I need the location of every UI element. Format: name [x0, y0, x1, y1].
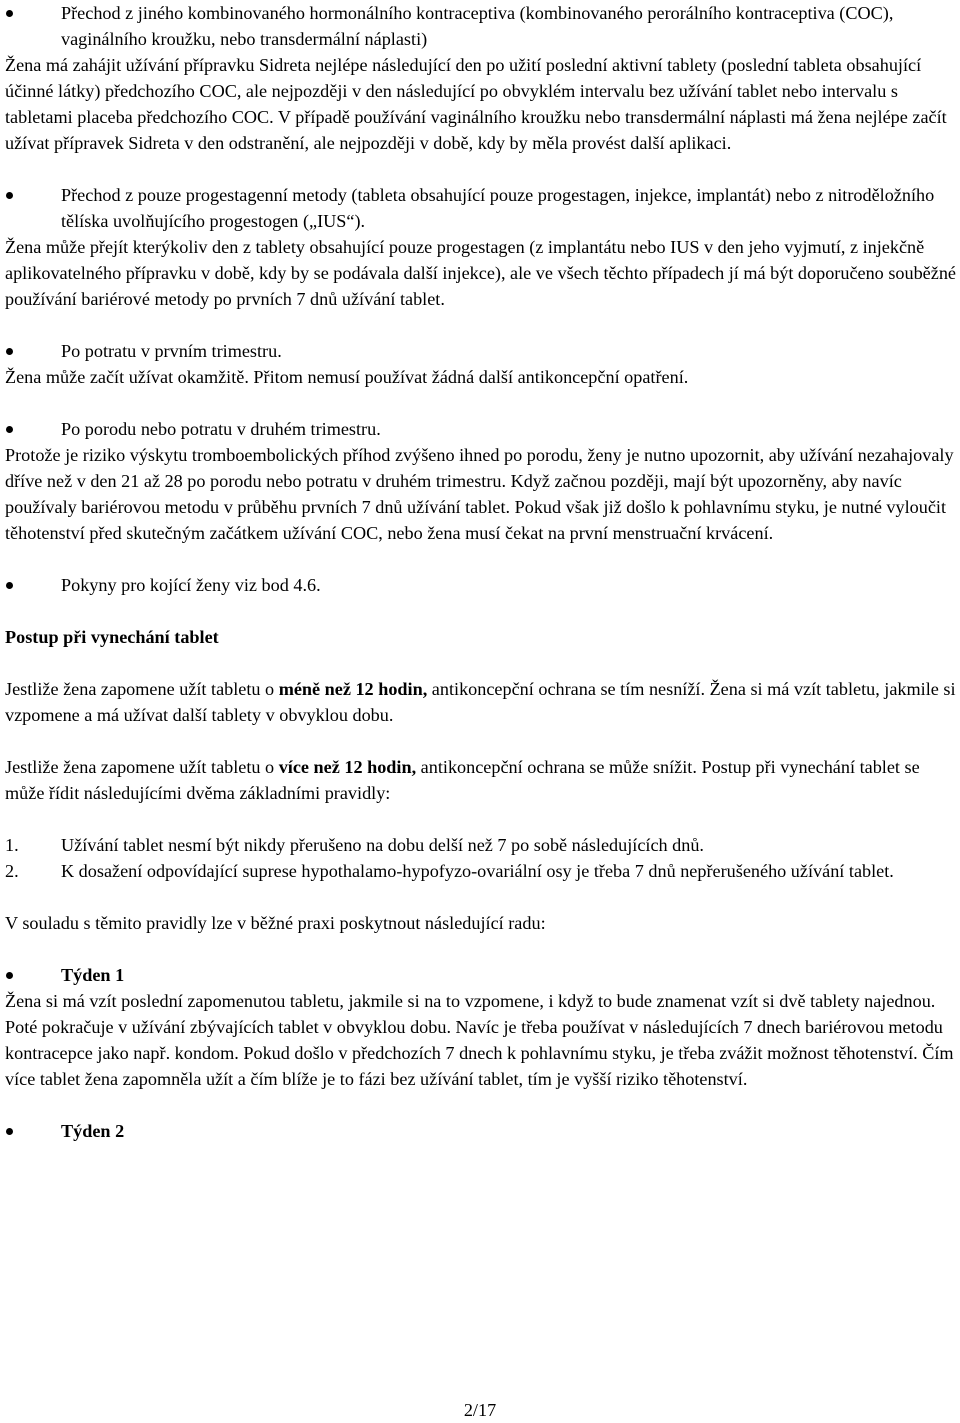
list-item [5, 182, 960, 234]
list-item [5, 1118, 960, 1144]
paragraph: Žena může začít užívat okamžitě. Přitom nemusí používat žádná další antikoncepční opatření. [5, 367, 689, 387]
bullet-icon [6, 426, 13, 433]
paragraph: V souladu s těmito pravidly lze v běžné praxi poskytnout následující radu: [5, 913, 546, 933]
paragraph: Protože je riziko výskytu tromboembolických příhod zvýšeno ihned po porodu, ženy je nutno upozornit, aby užívání nezahajovaly dříve než v den 21 až 28 po porodu nebo potratu v druhém trimestru. Když začnou později, mají být upozorněny, aby navíc používaly bariérovou metodu v průběhu prvních 7 dnů užívání tablet. Pokud však již došlo k pohlavnímu styku, je nutné vyloučit těhotenství před skutečným začátkem užívání COC, nebo žena musí čekat na první menstruační krvácení. [5, 445, 954, 543]
rule-text: Užívání tablet nesmí být nikdy přerušeno na dobu delší než 7 po sobě následujících dnů. [61, 835, 704, 855]
rule-number: 2. [5, 861, 19, 881]
paragraph: Žena si má vzít poslední zapomenutou tabletu, jakmile si na to vzpomene, i když to bude znamenat vzít si dvě tablety najednou. Poté pokračuje v užívání zbývajících tablet v obvyklou dobu. Navíc je třeba používat v následujících 7 dnech bariérovou metodu kontracepce jako např. kondom. Pokud došlo v předchozích 7 dnech k pohlavnímu styku, je třeba zvážit možnost těhotenství. Čím více tablet žena zapomněla užít a čím blíže je to fázi bez užívání tablet, tím je vyšší riziko těhotenství. [5, 991, 954, 1089]
week-title: Týden 1 [61, 965, 125, 985]
bullet-text: Přechod z jiného kombinovaného hormonálního kontraceptiva (kombinovaného perorálního kontraceptiva (COC), vaginálního kroužku, nebo transdermální náplasti) [61, 3, 894, 49]
bullet-icon [6, 10, 13, 17]
bullet-text: Po potratu v prvním trimestru. [61, 341, 282, 361]
rule-number: 1. [5, 835, 19, 855]
numbered-rule [5, 832, 960, 858]
paragraph-text: antikoncepční ochrana se tím nesníží. Žena si má vzít tabletu, jakmile si vzpomene a má užívat další tablety v obvyklou dobu. [5, 679, 956, 725]
paragraph: Žena má zahájit užívání přípravku Sidreta nejlépe následující den po užití poslední aktivní tablety (poslední tableta obsahující účinné látky) předchozího COC, ale nejpozději v den následující po obvyklém intervalu bez užívání tablet nebo intervalu s tabletami placeba předchozího COC. V případě používání vaginálního kroužku nebo transdermální náplasti má žena nejlépe začít užívat přípravek Sidreta v den odstranění, ale nejpozději v době, kdy by měla provést další aplikaci. [5, 55, 947, 153]
paragraph: Žena může přejít kterýkoliv den z tablety obsahující pouze progestagen (z implantátu nebo IUS v den jeho vyjmutí, z injekčně aplikovatelného přípravku v době, kdy by se podávala další injekce), ale ve všech těchto případech jí má být doporučeno souběžné používání bariérové metody po prvních 7 dnů užívání tablet. [5, 237, 956, 309]
bullet-icon [6, 192, 13, 199]
paragraph [5, 754, 960, 806]
document-page [5, 0, 960, 1144]
paragraph-text: Jestliže žena zapomene užít tabletu o [5, 757, 279, 777]
emphasis-text: méně než 12 hodin, [278, 679, 428, 699]
page-number: 2/17 [463, 1400, 497, 1420]
list-item [5, 0, 960, 52]
numbered-rule [5, 858, 960, 884]
bullet-icon [6, 582, 13, 589]
bullet-icon [6, 1128, 13, 1135]
list-item [5, 572, 960, 598]
paragraph-text: Jestliže žena zapomene užít tabletu o [5, 679, 279, 699]
bullet-text: Pokyny pro kojící ženy viz bod 4.6. [61, 575, 321, 595]
list-item [5, 962, 960, 988]
bullet-icon [6, 348, 13, 355]
rule-text: K dosažení odpovídající suprese hypothalamo-hypofyzo-ovariální osy je třeba 7 dnů nepřerušeného užívání tablet. [61, 861, 894, 881]
section-heading: Postup při vynechání tablet [5, 627, 219, 647]
paragraph [5, 676, 960, 728]
paragraph-text: antikoncepční ochrana se může snížit. Postup při vynechání tablet se může řídit následujícími dvěma základními pravidly: [5, 757, 920, 803]
emphasis-text: více než 12 hodin, [278, 757, 417, 777]
bullet-text: Přechod z pouze progestagenní metody (tableta obsahující pouze progestagen, injekce, implantát) nebo z nitroděložního tělíska uvolňujícího progestogen („IUS“). [61, 185, 935, 231]
week-title: Týden 2 [61, 1121, 125, 1141]
bullet-icon [6, 972, 13, 979]
list-item [5, 338, 960, 364]
list-item [5, 416, 960, 442]
bullet-text: Po porodu nebo potratu v druhém trimestru. [61, 419, 381, 439]
